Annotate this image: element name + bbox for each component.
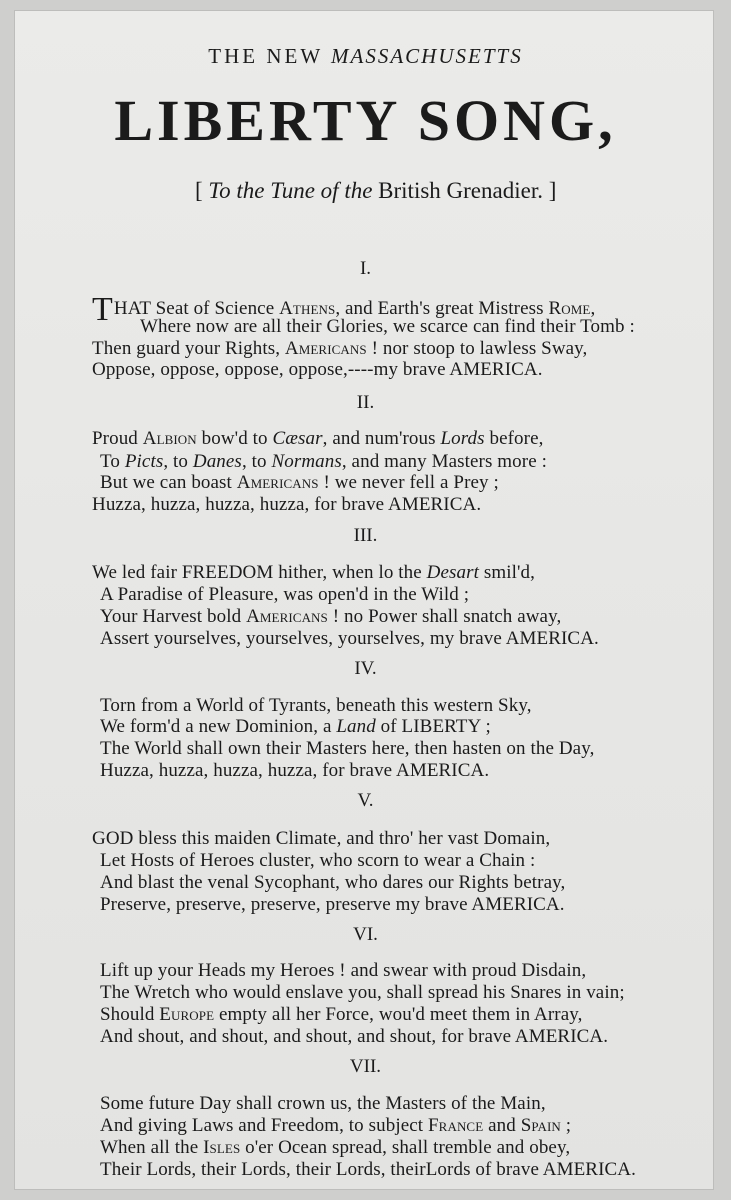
stanza-5-line-3: And blast the venal Sycophant, who dares our Rights betray, [100, 872, 566, 893]
stanza-3-line-2: A Paradise of Pleasure, was open'd in the Wild ; [100, 584, 470, 605]
stanza-5-line-4: Preserve, preserve, preserve, preserve my brave AMERICA. [100, 894, 565, 915]
stanza-3-line-3: Your Harvest bold Americans ! no Power shall snatch away, [100, 606, 562, 627]
stanza-2-line-1: Proud Albion bow'd to Cæsar, and num'rous Lords before, [92, 428, 544, 449]
stanza-4-line-4: Huzza, huzza, huzza, huzza, for brave AMERICA. [100, 760, 490, 781]
stanza-numeral-6: VI. [353, 924, 378, 945]
stanza-1-line-3: Then guard your Rights, Americans ! nor stoop to lawless Sway, [92, 338, 588, 359]
stanza-2-line-2: To Picts, to Danes, to Normans, and many Masters more : [100, 451, 547, 472]
stanza-numeral-4: IV. [354, 658, 377, 679]
stanza-4-line-3: The World shall own their Masters here, then hasten on the Day, [100, 738, 595, 759]
stanza-7-line-4: Their Lords, their Lords, their Lords, theirLords of brave AMERICA. [100, 1159, 636, 1180]
header-state: MASSACHUSETTS [331, 44, 523, 68]
stanza-6-line-4: And shout, and shout, and shout, and shout, for brave AMERICA. [100, 1026, 609, 1047]
stanza-numeral-7: VII. [349, 1056, 382, 1077]
tune-open-bracket: [ [195, 178, 203, 203]
stanza-6-line-2: The Wretch who would enslave you, shall spread his Snares in vain; [100, 982, 625, 1003]
stanza-1-line-1: THAT Seat of Science Athens, and Earth's great Mistress Rome, [92, 291, 596, 328]
tune-name: British Grenadier. [378, 178, 543, 203]
stanza-6-line-3: Should Europe empty all her Force, wou'd meet them in Array, [100, 1004, 583, 1025]
stanza-4-line-2: We form'd a new Dominion, a Land of LIBERTY ; [100, 716, 491, 737]
stanza-1-line-2: Where now are all their Glories, we scarce can find their Tomb : [140, 316, 635, 337]
stanza-2-line-3: But we can boast Americans ! we never fell a Prey ; [100, 472, 499, 493]
tune-italic: To the Tune of the [208, 178, 373, 203]
stanza-7-line-3: When all the Isles o'er Ocean spread, shall tremble and obey, [100, 1137, 571, 1158]
stanza-numeral-5: V. [357, 790, 374, 811]
stanza-2-line-4: Huzza, huzza, huzza, huzza, for brave AMERICA. [92, 494, 482, 515]
drop-cap: T [92, 291, 113, 328]
stanza-5-line-1: GOD bless this maiden Climate, and thro' her vast Domain, [92, 828, 551, 849]
stanza-7-line-1: Some future Day shall crown us, the Masters of the Main, [100, 1093, 546, 1114]
stanza-5-line-2: Let Hosts of Heroes cluster, who scorn to wear a Chain : [100, 850, 536, 871]
stanza-1-line-4: Oppose, oppose, oppose, oppose,----my brave AMERICA. [92, 359, 543, 380]
header-line [0, 44, 731, 69]
stanza-numeral-1: I. [359, 258, 372, 279]
stanza-6-line-1: Lift up your Heads my Heroes ! and swear with proud Disdain, [100, 960, 587, 981]
header-prefix: THE NEW [208, 44, 323, 68]
stanza-7-line-2: And giving Laws and Freedom, to subject France and Spain ; [100, 1115, 572, 1136]
stanza-3-line-4: Assert yourselves, yourselves, yourselves, my brave AMERICA. [100, 628, 599, 649]
stanza-4-line-1: Torn from a World of Tyrants, beneath this western Sky, [100, 695, 532, 716]
stanza-3-line-1: We led fair FREEDOM hither, when lo the Desart smil'd, [92, 562, 535, 583]
page-title: LIBERTY SONG, [114, 88, 617, 153]
stanza-numeral-2: II. [356, 392, 375, 413]
tune-line [195, 178, 556, 204]
stanza-numeral-3: III. [353, 525, 378, 546]
tune-close-bracket: ] [548, 178, 557, 203]
